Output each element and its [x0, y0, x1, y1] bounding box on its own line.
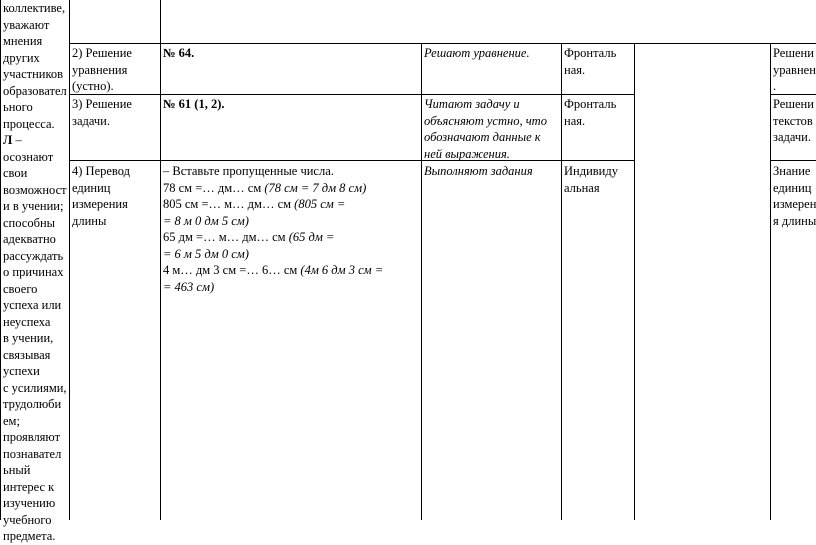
stage-cell — [72, 163, 158, 229]
form-cell — [564, 45, 616, 78]
col-divider-4 — [561, 43, 562, 520]
form-line: Индивиду — [564, 164, 618, 178]
exercise-text: 4 м… дм 3 см =… 6… см — [163, 263, 301, 277]
col1-line: своего — [3, 281, 38, 296]
col-divider-3 — [421, 43, 422, 520]
task-cell: № 64. — [163, 46, 195, 60]
col1-line: уважают — [3, 17, 50, 32]
exercise-line — [163, 180, 419, 197]
exercise-text: – Вставьте пропущенные числа. — [163, 164, 334, 178]
result-line: Знание — [773, 164, 811, 178]
result-line: Решени — [773, 97, 814, 111]
exercise-line — [163, 229, 419, 246]
col1-line: ьный — [3, 463, 31, 477]
col1-line: процесса. — [3, 116, 55, 131]
col1-line: познавател — [3, 446, 62, 461]
exercise-line — [163, 163, 419, 180]
col1-line: проявляют — [3, 430, 61, 444]
result-cell — [773, 163, 816, 229]
stage-line: 3) Решение — [72, 97, 132, 111]
row-line-top — [69, 43, 816, 44]
col1-line: о причинах — [3, 265, 64, 279]
col1-line: изучению — [3, 496, 56, 510]
l-marker: Л — [3, 133, 13, 147]
result-line: я длины — [773, 213, 816, 228]
exercise-answer: (65 дм = — [288, 230, 335, 244]
exercise-answer: = 8 м 0 дм 5 см) — [163, 213, 249, 228]
stage-line: 2) Решение — [72, 46, 132, 60]
result-line: уравнен — [773, 62, 816, 77]
stage-cell — [72, 45, 158, 95]
form-line: альная — [564, 180, 600, 195]
activity-line: Читают задачу и — [424, 97, 520, 111]
exercise-answer: (78 см = 7 дм 8 см) — [264, 180, 367, 195]
col1-line: успеха или — [3, 298, 62, 312]
result-cell — [773, 45, 816, 95]
col1-line: связывая — [3, 347, 51, 362]
exercise-answer: (805 см = — [294, 197, 346, 211]
personal-results-column — [3, 0, 69, 545]
col-divider-5 — [634, 43, 635, 520]
activity-line: обозначают данные к — [424, 130, 541, 144]
col1-line: успехи — [3, 364, 40, 378]
form-cell — [564, 163, 618, 196]
exercise-line — [163, 246, 419, 263]
col1-line: с усилиями, — [3, 380, 67, 395]
row-line-3b — [770, 160, 816, 161]
col1-line: мнения — [3, 34, 43, 48]
activity-cell — [424, 45, 530, 62]
exercise-answer: = 463 см) — [163, 279, 215, 294]
col1-line: трудолюби — [3, 397, 62, 411]
stage-cell — [72, 96, 158, 129]
col1-line: в учении, — [3, 331, 54, 345]
col1-line: способны — [3, 215, 56, 230]
result-line: измерен — [773, 197, 816, 211]
form-line: ная. — [564, 113, 586, 128]
exercise-answer: = 6 м 5 дм 0 см) — [163, 246, 249, 261]
col-divider-6 — [770, 43, 771, 520]
result-line: задачи. — [773, 130, 811, 144]
col-divider-1 — [69, 0, 70, 520]
stage-line: длины — [72, 213, 107, 228]
col1-line: учебного — [3, 512, 52, 527]
col-divider-2 — [160, 0, 161, 520]
activity-line: Решают уравнение. — [424, 46, 530, 60]
form-line: ная. — [564, 62, 586, 77]
col1-line: других — [3, 50, 40, 65]
col1-line: ем; — [3, 413, 20, 428]
stage-line: задачи. — [72, 113, 110, 128]
stage-line: единиц — [72, 180, 111, 195]
task-exercise-cell — [163, 163, 419, 295]
activity-line: Выполняют задания — [424, 164, 533, 178]
exercise-line — [163, 279, 419, 296]
col1-line: неуспеха — [3, 314, 51, 329]
activity-line: объясняют устно, что — [424, 113, 547, 128]
activity-line: ней выражения. — [424, 146, 510, 161]
col1-line: осознают — [3, 149, 54, 164]
task-cell: № 61 (1, 2). — [163, 97, 225, 111]
stage-line: измерения — [72, 197, 128, 211]
result-line: единиц — [773, 180, 812, 195]
col1-line: предмета. — [3, 529, 56, 543]
stage-line: 4) Перевод — [72, 164, 130, 178]
stage-line: уравнения — [72, 62, 128, 77]
col1-line: коллективе, — [3, 1, 66, 15]
col1-line: ьного — [3, 100, 33, 114]
exercise-text: 805 см =… м… дм… см — [163, 197, 295, 211]
col1-line: интерес к — [3, 479, 55, 494]
result-line: Решени — [773, 46, 814, 60]
exercise-line — [163, 196, 419, 213]
exercise-line — [163, 213, 419, 230]
col1-l-line — [3, 132, 69, 149]
col1-line: участников — [3, 67, 64, 81]
form-line: Фронталь — [564, 97, 617, 111]
exercise-text: 65 дм =… м… дм… см — [163, 230, 289, 244]
result-line: . — [773, 79, 777, 93]
exercise-answer: (4м 6 дм 3 см = — [300, 263, 384, 277]
activity-cell — [424, 163, 533, 180]
col1-line: и в учении; — [3, 199, 64, 213]
left-border — [0, 0, 1, 520]
l-dash: – — [12, 133, 22, 147]
col1-line: адекватно — [3, 232, 56, 246]
col1-line: рассуждать — [3, 248, 64, 263]
result-line: текстов — [773, 113, 813, 128]
col1-line: свои — [3, 166, 28, 180]
row-line-3 — [69, 160, 634, 161]
result-cell — [773, 96, 816, 146]
exercise-text: 78 см =… дм… см — [163, 180, 265, 195]
form-line: Фронталь — [564, 46, 617, 60]
form-cell — [564, 96, 616, 129]
col1-line: образовател — [3, 83, 67, 98]
col1-line: возможност — [3, 182, 67, 197]
stage-line: (устно). — [72, 79, 114, 93]
exercise-line — [163, 262, 419, 279]
activity-cell — [424, 96, 547, 162]
